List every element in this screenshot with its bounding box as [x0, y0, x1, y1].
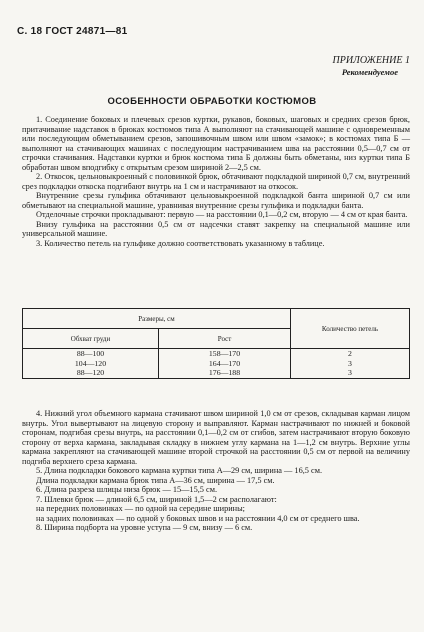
table-cell: 2 — [348, 349, 352, 358]
table-cell: 88—120 — [76, 368, 105, 378]
paragraph: 8. Ширина подборта на уровне уступа — 9 см, внизу — 6 см. — [36, 523, 253, 532]
paragraph: Отделочные строчки прокладывают: первую — на расстоянии 0,1—0,2 см, вторую — 4 см от края банта. — [36, 210, 408, 219]
table-cell: 3 — [348, 358, 352, 368]
paragraph: Внизу гульфика на расстоянии 0,5 см от надсечки ставят закрепку на специальной машине или универсальной машине. — [22, 219, 410, 238]
paragraph: 5. Длина подкладки бокового кармана куртки типа А—29 см, ширина — 16,5 см. — [36, 466, 323, 475]
count-column — [291, 349, 410, 379]
paragraph: 3. Количество петель на гульфике должно соответствовать указанному в таблице. — [36, 238, 325, 248]
girth-header: Обхват груди — [23, 329, 159, 349]
paragraph: на передних половинках — по одной на середине ширины; — [36, 504, 245, 513]
girth-column — [23, 349, 159, 379]
height-column — [159, 349, 291, 379]
buttonhole-table — [22, 308, 410, 379]
body-text-top — [22, 115, 410, 248]
sizes-header: Размеры, см — [23, 309, 291, 329]
table-cell: 164—170 — [208, 358, 241, 368]
section-title: ОСОБЕННОСТИ ОБРАБОТКИ КОСТЮМОВ — [107, 96, 317, 107]
paragraph: 1. Соединение боковых и плечевых срезов куртки, рукавов, боковых, шаговых и средних срезов брюк, притачивание надставок в брюках костюмов типа А выполняют на стачивающей машине с одновременным или последующим обметыванием срезов, запошивочным швом или швом «замок»; в костюмах типа Б — выполняют на стачивающих машинах с последующим настрачиванием шва на расстоянии 0,5—0,7 см от строчки стачивания. Надставки куртки и брюк костюма типа Б должны быть обметаны, низ куртки типа Б обработан швом вподгибку с открытым срезом шириной 2—2,5 см. — [22, 115, 410, 172]
page-header: С. 18 ГОСТ 24871—81 — [17, 26, 128, 37]
table-cell: 88—100 — [76, 349, 105, 358]
paragraph: на задних половинках — по одной у боковых швов и на расстоянии 4,0 см от среднего шва. — [36, 513, 360, 523]
paragraph: 6. Длина разреза шлицы низа брюк — 15—15,5 см. — [36, 485, 218, 494]
count-header: Количество петель — [291, 309, 410, 349]
paragraph: 7. Шлевки брюк — длиной 6,5 см, шириной 1,5—2 см располагают: — [36, 494, 277, 504]
body-text-bottom — [22, 409, 410, 533]
table-cell: 158—170 — [208, 349, 241, 358]
height-header: Рост — [159, 329, 291, 349]
recommended-label: Рекомендуемое — [341, 67, 398, 77]
paragraph: Длина подкладки кармана брюк типа А—36 см, ширина — 17,5 см. — [36, 475, 275, 485]
paragraph: Внутренние срезы гульфика обтачивают цельновыкроенной подкладкой банта шириной 0,7 см или обметывают на специальной машине, уравнивая внутренние срезы гульфика и подкладки банта. — [22, 191, 410, 210]
paragraph: 4. Нижний угол объемного кармана стачивают швом шириной 1,0 см от срезов, складывая карман лицом внутрь. Угол вывертывают на лицевую сторону и выправляют. Карман настрачивают по нижней и боковой сторонам, подгибая срезы внутрь, на расстоянии 0,1—0,2 см от сгибов, затем настрачивают вторую боковую сторону от верха кармана, закладывая складку в нижнем углу кармана на 1—1,2 см внутрь. Верхние углы кармана закрепляют на стачивающей машине второй строчкой на расстоянии 0,5 см от первой на величину подгиба верхнего среза кармана. — [22, 409, 410, 466]
table-cell: 3 — [348, 368, 352, 378]
table-cell: 176—188 — [208, 368, 241, 378]
paragraph: 2. Откосок, цельновыкроенный с половинкой брюк, обтачивают подкладкой шириной 0,7 см, внутренний срез подкладки откоска подгибают внутрь на 1 см и настрачивают на откосок. — [22, 172, 410, 191]
table-cell: 104—120 — [74, 358, 107, 368]
appendix-label: ПРИЛОЖЕНИЕ 1 — [332, 55, 410, 66]
